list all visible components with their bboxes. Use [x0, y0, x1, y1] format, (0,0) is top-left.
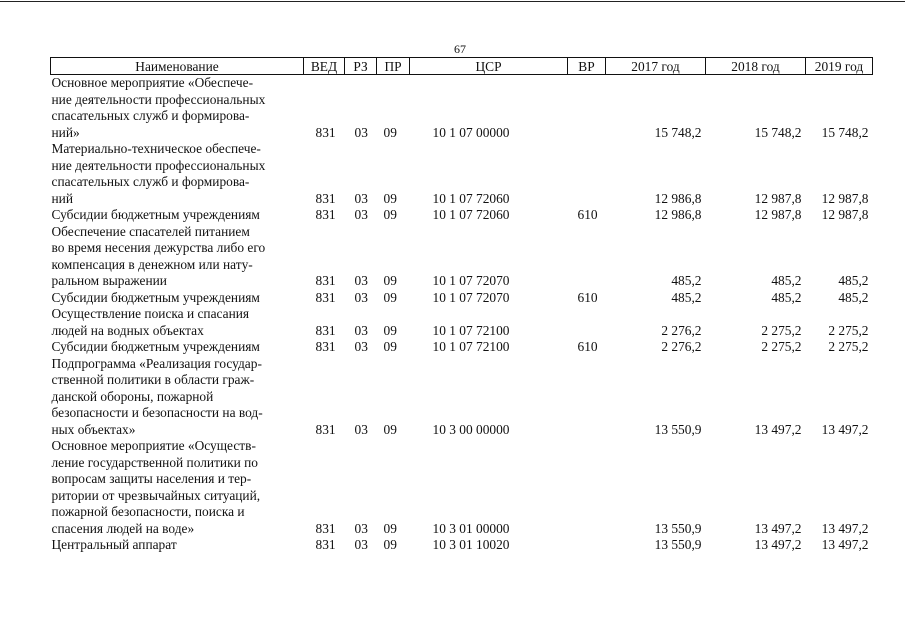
row-ved-code: 831: [315, 190, 336, 206]
row-ved-code: 831: [315, 207, 336, 222]
row-amount-2018: 2 275,2: [761, 339, 802, 354]
row-amount-2017: 13 550,9: [654, 421, 702, 437]
column-header-2017: 2017 год: [606, 58, 706, 75]
table-row: [51, 75, 873, 142]
table-row: [51, 290, 873, 307]
column-header-2018: 2018 год: [706, 58, 806, 75]
row-name-line: спасательных служб и формирова-: [51, 174, 250, 189]
column-header-ved: ВЕД: [304, 58, 345, 75]
row-name-line: Основное мероприятие «Обеспече-: [51, 75, 254, 90]
row-rz-code: 03: [354, 421, 368, 437]
row-vr-code: 610: [577, 339, 598, 354]
column-header-name: Наименование: [51, 58, 304, 75]
row-ved-code: 831: [315, 537, 336, 552]
row-name: [51, 75, 304, 142]
row-vr-code: 610: [577, 207, 598, 222]
row-name: [51, 356, 304, 439]
row-name: [51, 290, 304, 307]
row-amount-2017: 485,2: [671, 273, 702, 288]
row-name: [51, 438, 304, 537]
row-name-line: спасательных служб и формирова-: [51, 108, 250, 123]
table-row: [51, 141, 873, 207]
row-name-line: Субсидии бюджетным учреждениям: [51, 289, 260, 305]
row-name-line: ний»: [51, 124, 80, 140]
column-header-csr: ЦСР: [410, 58, 568, 75]
row-amount-2017: 2 276,2: [661, 322, 702, 338]
row-name: [51, 224, 304, 290]
row-name-line: во время несения дежурства либо его: [51, 240, 266, 255]
row-name: [51, 207, 304, 224]
row-name-line: Подпрограмма «Реализация государ-: [51, 355, 262, 371]
row-amount-2018: 13 497,2: [754, 537, 802, 552]
row-csr-code: 10 1 07 72100: [432, 322, 510, 338]
row-pr-code: 09: [383, 190, 397, 206]
budget-table: [50, 57, 873, 554]
row-name: [51, 537, 304, 554]
row-ved-code: 831: [315, 289, 336, 305]
row-name-line: ление государственной политики по: [51, 454, 258, 470]
row-csr-code: 10 3 01 00000: [432, 520, 510, 536]
row-amount-2018: 12 987,8: [754, 190, 802, 206]
row-name-line: ных объектах»: [51, 421, 136, 437]
row-amount-2019: 2 275,2: [828, 339, 869, 354]
row-amount-2017: 12 986,8: [654, 207, 702, 222]
row-amount-2017: 13 550,9: [654, 537, 702, 552]
row-name-line: данской обороны, пожарной: [51, 388, 214, 404]
row-name-line: людей на водных объектах: [51, 322, 204, 338]
row-pr-code: 09: [383, 322, 397, 338]
row-amount-2017: 12 986,8: [654, 190, 702, 206]
table-row: [51, 356, 873, 439]
row-rz-code: 03: [354, 190, 368, 206]
table-row: [51, 224, 873, 290]
row-vr-code: [568, 356, 606, 439]
row-pr-code: 09: [383, 124, 397, 140]
row-csr-code: 10 1 07 72070: [432, 289, 510, 305]
row-ved-code: 831: [315, 124, 336, 140]
row-name-line: ритории от чрезвычайных ситуаций,: [51, 487, 261, 503]
row-name-line: Субсидии бюджетным учреждениям: [51, 339, 260, 354]
row-vr-code: [568, 537, 606, 554]
table-row: [51, 438, 873, 537]
row-amount-2019: 15 748,2: [821, 124, 869, 140]
row-rz-code: 03: [354, 273, 368, 288]
row-csr-code: 10 1 07 72100: [432, 339, 510, 354]
row-pr-code: 09: [383, 289, 397, 305]
row-amount-2019: 12 987,8: [821, 207, 869, 222]
row-name: [51, 339, 304, 356]
row-name-line: Основное мероприятие «Осуществ-: [51, 438, 256, 453]
row-name-line: ственной политики в области граж-: [51, 372, 255, 387]
row-name-line: Центральный аппарат: [51, 537, 177, 552]
row-pr-code: 09: [383, 273, 397, 288]
row-name-line: ральном выражении: [51, 273, 167, 288]
row-csr-code: 10 3 00 00000: [432, 421, 510, 437]
row-amount-2017: 13 550,9: [654, 520, 702, 536]
row-amount-2019: 13 497,2: [821, 520, 869, 536]
row-amount-2019: 12 987,8: [821, 190, 869, 206]
row-ved-code: 831: [315, 520, 336, 536]
row-amount-2018: 13 497,2: [754, 421, 802, 437]
row-name-line: Обеспечение спасателей питанием: [51, 223, 250, 239]
row-name-line: вопросам защиты населения и тер-: [51, 471, 252, 486]
row-pr-code: 09: [383, 339, 397, 354]
table-row: [51, 207, 873, 224]
table-row: [51, 537, 873, 554]
row-amount-2019: 13 497,2: [821, 537, 869, 552]
row-name-line: пожарной безопасности, поиска и: [51, 504, 245, 519]
row-rz-code: 03: [354, 124, 368, 140]
row-csr-code: 10 1 07 00000: [432, 124, 510, 140]
table-row: [51, 306, 873, 339]
row-vr-code: [568, 438, 606, 537]
row-vr-code: [568, 141, 606, 207]
row-amount-2018: 13 497,2: [754, 520, 802, 536]
page-number: 67: [454, 42, 466, 56]
row-amount-2018: 2 275,2: [761, 322, 802, 338]
row-vr-code: [568, 75, 606, 142]
row-pr-code: 09: [383, 421, 397, 437]
row-name-line: ние деятельности профессиональных: [51, 91, 266, 107]
row-amount-2017: 485,2: [671, 289, 702, 305]
column-header-pr: ПР: [377, 58, 410, 75]
row-amount-2018: 15 748,2: [754, 124, 802, 140]
row-ved-code: 831: [315, 322, 336, 338]
row-name: [51, 141, 304, 207]
column-header-vr: ВР: [568, 58, 606, 75]
row-amount-2018: 12 987,8: [754, 207, 802, 222]
row-csr-code: 10 1 07 72060: [432, 190, 510, 206]
row-ved-code: 831: [315, 421, 336, 437]
row-amount-2019: 13 497,2: [821, 421, 869, 437]
row-amount-2019: 485,2: [838, 289, 869, 305]
row-name-line: компенсация в денежном или натy-: [51, 256, 253, 272]
row-amount-2018: 485,2: [771, 273, 802, 288]
row-csr-code: 10 3 01 10020: [432, 537, 510, 552]
row-ved-code: 831: [315, 339, 336, 354]
column-header-2019: 2019 год: [806, 58, 873, 75]
row-rz-code: 03: [354, 537, 368, 552]
table-body: [51, 75, 873, 554]
row-amount-2017: 2 276,2: [661, 339, 702, 354]
row-csr-code: 10 1 07 72060: [432, 207, 510, 222]
row-vr-code: [568, 224, 606, 290]
row-rz-code: 03: [354, 520, 368, 536]
table-row: [51, 339, 873, 356]
row-csr-code: 10 1 07 72070: [432, 273, 510, 288]
row-name-line: Материально-техническое обеспече-: [51, 141, 261, 156]
row-name: [51, 306, 304, 339]
row-rz-code: 03: [354, 322, 368, 338]
row-name-line: спасения людей на воде»: [51, 520, 195, 536]
row-name-line: ние деятельности профессиональных: [51, 157, 266, 173]
row-amount-2019: 2 275,2: [828, 322, 869, 338]
row-name-line: Субсидии бюджетным учреждениям: [51, 207, 260, 222]
row-ved-code: 831: [315, 273, 336, 288]
row-amount-2017: 15 748,2: [654, 124, 702, 140]
page-top-edge: [0, 1, 905, 2]
row-amount-2018: 485,2: [771, 289, 802, 305]
row-vr-code: [568, 306, 606, 339]
column-header-rz: РЗ: [345, 58, 377, 75]
row-rz-code: 03: [354, 339, 368, 354]
row-pr-code: 09: [383, 520, 397, 536]
row-pr-code: 09: [383, 207, 397, 222]
row-amount-2019: 485,2: [838, 273, 869, 288]
row-pr-code: 09: [383, 537, 397, 552]
row-name-line: Осуществление поиска и спасания: [51, 306, 250, 321]
row-rz-code: 03: [354, 207, 368, 222]
row-name-line: ний: [51, 190, 73, 206]
row-vr-code: 610: [577, 289, 598, 305]
table-header-row: [51, 58, 873, 75]
row-name-line: безопасности и безопасности на вод-: [51, 405, 263, 420]
row-rz-code: 03: [354, 289, 368, 305]
